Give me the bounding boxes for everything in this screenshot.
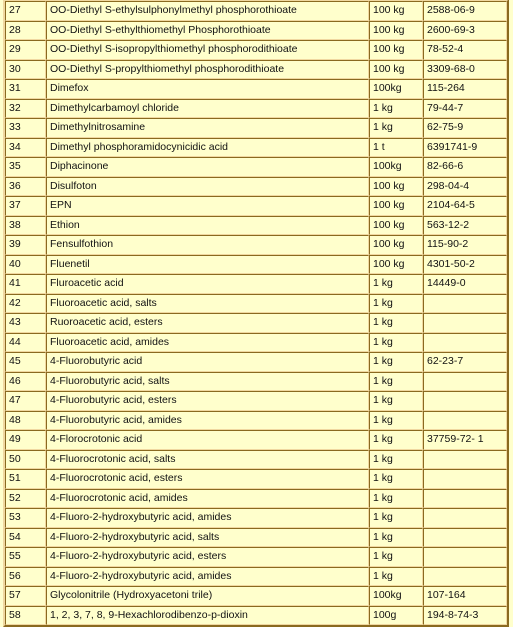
row-number-cell: 34 xyxy=(5,138,46,158)
chemical-name-cell: Fluroacetic acid xyxy=(46,274,369,294)
cas-number-cell: 62-23-7 xyxy=(423,352,507,372)
chemical-name-cell: Fluoroacetic acid, amides xyxy=(46,333,369,353)
cas-number-cell: 194-8-74-3 xyxy=(423,606,507,626)
cas-number-cell xyxy=(423,547,507,567)
chemical-list-body xyxy=(5,1,507,625)
chemical-name-cell: 4-Florocrotonic acid xyxy=(46,430,369,450)
row-number-cell: 42 xyxy=(5,294,46,314)
row-number-cell: 50 xyxy=(5,450,46,470)
threshold-quantity-cell: 1 kg xyxy=(369,411,423,431)
cas-number-cell: 563-12-2 xyxy=(423,216,507,236)
threshold-quantity-cell: 100g xyxy=(369,606,423,626)
threshold-quantity-cell: 100kg xyxy=(369,586,423,606)
threshold-quantity-cell: 1 kg xyxy=(369,489,423,509)
threshold-quantity-cell: 100 kg xyxy=(369,21,423,41)
threshold-quantity-cell: 1 kg xyxy=(369,99,423,119)
threshold-quantity-cell: 1 kg xyxy=(369,528,423,548)
chemical-name-cell: 4-Fluorobutyric acid xyxy=(46,352,369,372)
table-row xyxy=(5,255,507,275)
table-row xyxy=(5,352,507,372)
chemical-name-cell: Ruoroacetic acid, esters xyxy=(46,313,369,333)
table-row xyxy=(5,274,507,294)
chemical-name-cell: OO-Diethyl S-ethylthiomethyl Phosphorothioate xyxy=(46,21,369,41)
cas-number-cell: 78-52-4 xyxy=(423,40,507,60)
threshold-quantity-cell: 1 kg xyxy=(369,118,423,138)
cas-number-cell xyxy=(423,489,507,509)
table-row xyxy=(5,99,507,119)
chemical-name-cell: Ethion xyxy=(46,216,369,236)
row-number-cell: 57 xyxy=(5,586,46,606)
threshold-quantity-cell: 1 kg xyxy=(369,294,423,314)
row-number-cell: 51 xyxy=(5,469,46,489)
threshold-quantity-cell: 1 kg xyxy=(369,391,423,411)
threshold-quantity-cell: 1 kg xyxy=(369,450,423,470)
threshold-quantity-cell: 1 kg xyxy=(369,333,423,353)
chemical-name-cell: Fluenetil xyxy=(46,255,369,275)
row-number-cell: 54 xyxy=(5,528,46,548)
table-row xyxy=(5,118,507,138)
table-row xyxy=(5,177,507,197)
cas-number-cell xyxy=(423,528,507,548)
table-row xyxy=(5,508,507,528)
chemical-name-cell: Dimethylnitrosamine xyxy=(46,118,369,138)
cas-number-cell: 2588-06-9 xyxy=(423,1,507,21)
threshold-quantity-cell: 100 kg xyxy=(369,40,423,60)
row-number-cell: 52 xyxy=(5,489,46,509)
cas-number-cell: 62-75-9 xyxy=(423,118,507,138)
threshold-quantity-cell: 100 kg xyxy=(369,216,423,236)
threshold-quantity-cell: 1 kg xyxy=(369,469,423,489)
row-number-cell: 48 xyxy=(5,411,46,431)
cas-number-cell: 14449-0 xyxy=(423,274,507,294)
table-row xyxy=(5,40,507,60)
table-row xyxy=(5,216,507,236)
cas-number-cell xyxy=(423,294,507,314)
threshold-quantity-cell: 100 kg xyxy=(369,196,423,216)
cas-number-cell: 107-164 xyxy=(423,586,507,606)
row-number-cell: 56 xyxy=(5,567,46,587)
threshold-quantity-cell: 1 kg xyxy=(369,567,423,587)
cas-number-cell xyxy=(423,411,507,431)
table-row xyxy=(5,1,507,21)
chemical-name-cell: Dimefox xyxy=(46,79,369,99)
table-row xyxy=(5,430,507,450)
table-row xyxy=(5,586,507,606)
threshold-quantity-cell: 1 kg xyxy=(369,313,423,333)
chemical-name-cell: OO-Diethyl S-propylthiomethyl phosphorodithioate xyxy=(46,60,369,80)
chemical-name-cell: 4-Fluoro-2-hydroxybutyric acid, esters xyxy=(46,547,369,567)
row-number-cell: 28 xyxy=(5,21,46,41)
cas-number-cell xyxy=(423,469,507,489)
threshold-quantity-cell: 1 kg xyxy=(369,274,423,294)
row-number-cell: 45 xyxy=(5,352,46,372)
chemical-list-table xyxy=(3,0,509,627)
row-number-cell: 58 xyxy=(5,606,46,626)
cas-number-cell: 2104-64-5 xyxy=(423,196,507,216)
row-number-cell: 37 xyxy=(5,196,46,216)
table-row xyxy=(5,60,507,80)
cas-number-cell xyxy=(423,567,507,587)
chemical-name-cell: Glycolonitrile (Hydroxyacetoni trile) xyxy=(46,586,369,606)
cas-number-cell xyxy=(423,508,507,528)
table-row xyxy=(5,567,507,587)
chemical-name-cell: EPN xyxy=(46,196,369,216)
cas-number-cell: 4301-50-2 xyxy=(423,255,507,275)
cas-number-cell xyxy=(423,450,507,470)
cas-number-cell xyxy=(423,333,507,353)
table-row xyxy=(5,333,507,353)
row-number-cell: 49 xyxy=(5,430,46,450)
chemical-name-cell: Diphacinone xyxy=(46,157,369,177)
row-number-cell: 32 xyxy=(5,99,46,119)
chemical-name-cell: Dimethylcarbamoyl chloride xyxy=(46,99,369,119)
threshold-quantity-cell: 100kg xyxy=(369,157,423,177)
chemical-name-cell: 4-Fluorobutyric acid, esters xyxy=(46,391,369,411)
row-number-cell: 36 xyxy=(5,177,46,197)
chemical-name-cell: 4-Fluorobutyric acid, salts xyxy=(46,372,369,392)
table-row xyxy=(5,196,507,216)
threshold-quantity-cell: 100 kg xyxy=(369,255,423,275)
cas-number-cell xyxy=(423,372,507,392)
row-number-cell: 29 xyxy=(5,40,46,60)
chemical-name-cell: 4-Fluorocrotonic acid, salts xyxy=(46,450,369,470)
table-row xyxy=(5,469,507,489)
cas-number-cell: 115-264 xyxy=(423,79,507,99)
chemical-name-cell: 4-Fluorobutyric acid, amides xyxy=(46,411,369,431)
chemical-name-cell: 4-Fluorocrotonic acid, amides xyxy=(46,489,369,509)
cas-number-cell: 115-90-2 xyxy=(423,235,507,255)
row-number-cell: 41 xyxy=(5,274,46,294)
table-row xyxy=(5,450,507,470)
row-number-cell: 43 xyxy=(5,313,46,333)
table-row xyxy=(5,528,507,548)
chemical-name-cell: Fluoroacetic acid, salts xyxy=(46,294,369,314)
chemical-name-cell: 1, 2, 3, 7, 8, 9-Hexachlorodibenzo-p-dioxin xyxy=(46,606,369,626)
row-number-cell: 47 xyxy=(5,391,46,411)
table-row xyxy=(5,157,507,177)
threshold-quantity-cell: 100 kg xyxy=(369,177,423,197)
table-row xyxy=(5,138,507,158)
chemical-name-cell: OO-Diethyl S-isopropylthiomethyl phosphorodithioate xyxy=(46,40,369,60)
chemical-name-cell: Dimethyl phosphoramidocynicidic acid xyxy=(46,138,369,158)
table-row xyxy=(5,547,507,567)
threshold-quantity-cell: 1 kg xyxy=(369,430,423,450)
cas-number-cell: 3309-68-0 xyxy=(423,60,507,80)
table-row xyxy=(5,21,507,41)
chemical-name-cell: 4-Fluoro-2-hydroxybutyric acid, salts xyxy=(46,528,369,548)
row-number-cell: 31 xyxy=(5,79,46,99)
row-number-cell: 27 xyxy=(5,1,46,21)
row-number-cell: 53 xyxy=(5,508,46,528)
table-row xyxy=(5,391,507,411)
threshold-quantity-cell: 100kg xyxy=(369,79,423,99)
threshold-quantity-cell: 1 kg xyxy=(369,547,423,567)
cas-number-cell: 298-04-4 xyxy=(423,177,507,197)
row-number-cell: 44 xyxy=(5,333,46,353)
cas-number-cell: 6391741-9 xyxy=(423,138,507,158)
row-number-cell: 30 xyxy=(5,60,46,80)
chemical-name-cell: 4-Fluoro-2-hydroxybutyric acid, amides xyxy=(46,567,369,587)
row-number-cell: 33 xyxy=(5,118,46,138)
table-row xyxy=(5,411,507,431)
table-row xyxy=(5,489,507,509)
chemical-name-cell: Disulfoton xyxy=(46,177,369,197)
row-number-cell: 39 xyxy=(5,235,46,255)
row-number-cell: 55 xyxy=(5,547,46,567)
table-row xyxy=(5,313,507,333)
threshold-quantity-cell: 1 kg xyxy=(369,508,423,528)
table-row xyxy=(5,294,507,314)
cas-number-cell xyxy=(423,313,507,333)
row-number-cell: 46 xyxy=(5,372,46,392)
cas-number-cell: 82-66-6 xyxy=(423,157,507,177)
cas-number-cell xyxy=(423,391,507,411)
row-number-cell: 38 xyxy=(5,216,46,236)
chemical-name-cell: 4-Fluorocrotonic acid, esters xyxy=(46,469,369,489)
threshold-quantity-cell: 1 kg xyxy=(369,352,423,372)
table-row xyxy=(5,372,507,392)
threshold-quantity-cell: 100 kg xyxy=(369,60,423,80)
row-number-cell: 35 xyxy=(5,157,46,177)
cas-number-cell: 2600-69-3 xyxy=(423,21,507,41)
table-row xyxy=(5,606,507,626)
chemical-name-cell: 4-Fluoro-2-hydroxybutyric acid, amides xyxy=(46,508,369,528)
cas-number-cell: 37759-72- 1 xyxy=(423,430,507,450)
threshold-quantity-cell: 100 kg xyxy=(369,1,423,21)
table-row xyxy=(5,235,507,255)
threshold-quantity-cell: 1 kg xyxy=(369,372,423,392)
row-number-cell: 40 xyxy=(5,255,46,275)
cas-number-cell: 79-44-7 xyxy=(423,99,507,119)
chemical-name-cell: Fensulfothion xyxy=(46,235,369,255)
table-row xyxy=(5,79,507,99)
chemical-name-cell: OO-Diethyl S-ethylsulphonylmethyl phosphorothioate xyxy=(46,1,369,21)
threshold-quantity-cell: 100 kg xyxy=(369,235,423,255)
threshold-quantity-cell: 1 t xyxy=(369,138,423,158)
